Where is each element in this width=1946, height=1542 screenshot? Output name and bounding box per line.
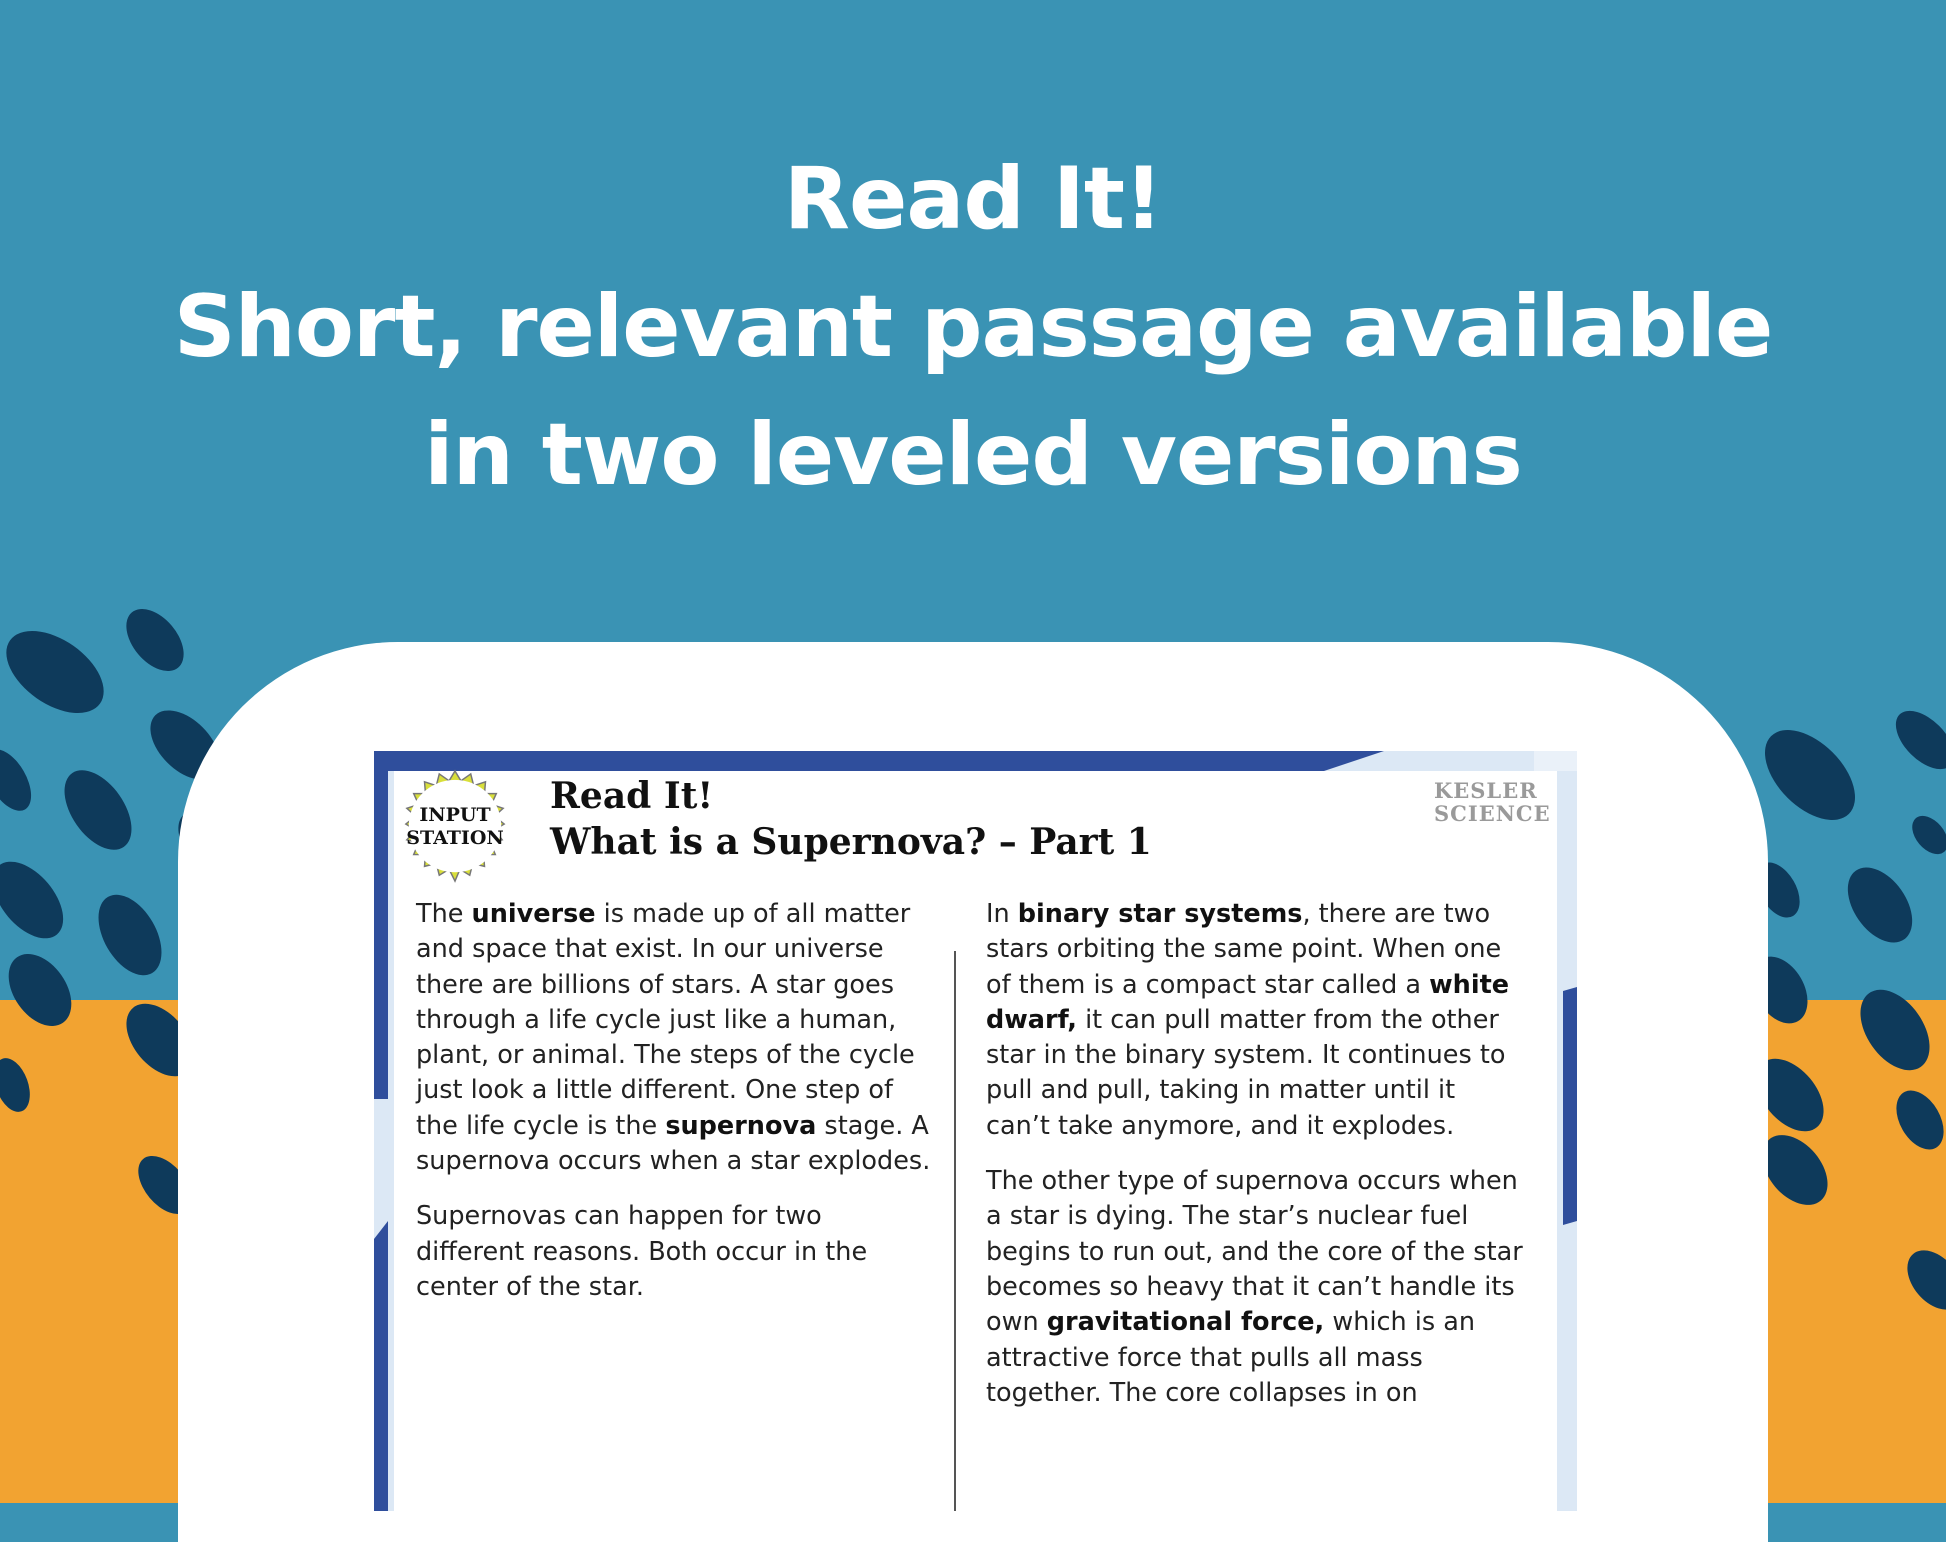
headline-subtitle-line-2: in two leveled versions <box>424 405 1522 505</box>
logo-line-1: KESLER <box>1434 778 1538 803</box>
text-run: is made up of all matter and space that exist. In our universe there are billions of stars. A star goes through a life cycle just like a human, plant, or animal. The steps of the cycle just look a little different. One step of the life cycle is the <box>416 899 915 1141</box>
paragraph-two-reasons: Supernovas can happen for two different reasons. Both occur in the center of the star. <box>416 1201 868 1302</box>
column-divider <box>954 951 956 1511</box>
vocab-term-universe: universe <box>471 899 596 929</box>
text-run: , there are two stars orbiting the same point. When one of them is a compact star called a <box>986 899 1502 1000</box>
vocab-term-binary-star-systems: binary star systems <box>1017 899 1303 929</box>
input-station-badge-label <box>396 804 514 850</box>
paragraph-binary-systems <box>986 897 1526 1144</box>
passage-column-left <box>416 897 936 1325</box>
vocab-term-supernova: supernova <box>665 1110 817 1141</box>
paragraph-dying-star <box>986 1164 1526 1411</box>
document-title-line-2: What is a Supernova? – Part 1 <box>550 821 1152 863</box>
headline-title: Read It! <box>783 149 1163 249</box>
document-preview <box>374 751 1577 1511</box>
paragraph-universe <box>416 897 936 1179</box>
headline-subtitle-line-1: Short, relevant passage available <box>173 277 1773 377</box>
text-run: which is an attractive force that pulls all mass together. The core collapses in on <box>986 1307 1476 1408</box>
logo-line-2: SCIENCE <box>1434 801 1551 826</box>
document-title <box>550 773 1152 865</box>
text-run: The other type of supernova occurs when a star is dying. The star’s nuclear fuel begins to run out, and the core of the star becomes so heavy that it can’t handle its own <box>986 1166 1523 1338</box>
badge-line-2: STATION <box>406 827 504 849</box>
document-title-line-1: Read It! <box>550 775 714 817</box>
text-run: In <box>986 899 1018 929</box>
kesler-science-logo <box>1434 778 1551 826</box>
vocab-term-gravitational-force: gravitational force, <box>1046 1307 1325 1338</box>
text-run: The <box>416 899 472 929</box>
text-run: it can pull matter from the other star in the binary system. It continues to pull and pull, taking in matter until it can’t take anymore, and it explodes. <box>986 1004 1506 1141</box>
text-run: stage. A supernova occurs when a star explodes. <box>416 1110 931 1177</box>
badge-line-1: INPUT <box>419 804 491 826</box>
headline <box>0 135 1946 519</box>
vocab-term-white-dwarf: white dwarf, <box>986 969 1510 1035</box>
passage-column-right <box>986 897 1526 1431</box>
